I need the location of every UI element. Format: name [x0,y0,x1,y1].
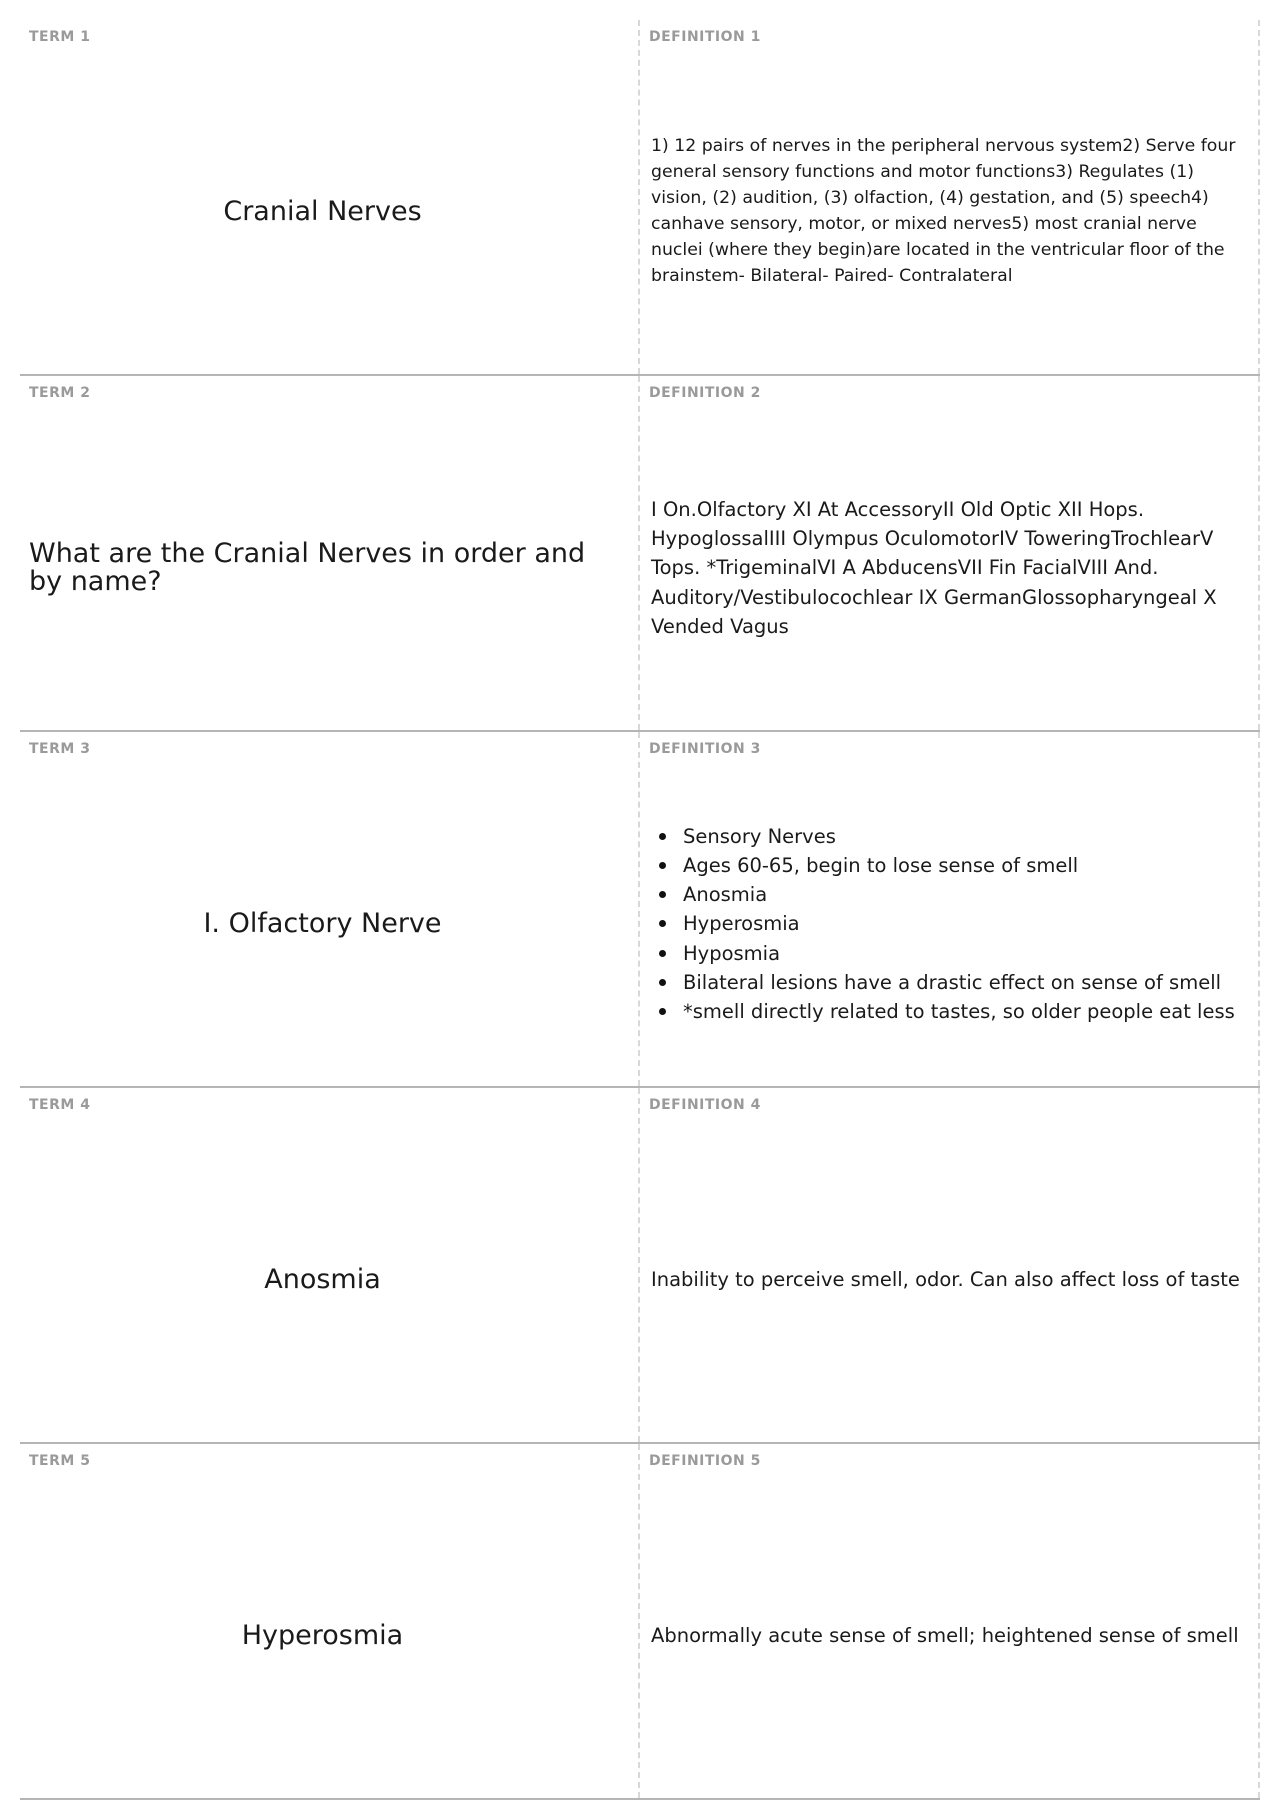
term-text: What are the Cranial Nerves in order and by name? [29,537,586,597]
definition-cell-3 [640,732,1260,1086]
term-text: Cranial Nerves [223,195,422,227]
definition-label: DEFINITION 4 [649,1097,761,1113]
flashcard-row-1 [20,20,1260,376]
list-item: Anosmia [651,880,1235,909]
definition-list-container [651,762,1248,1086]
term-label: TERM 2 [29,385,91,401]
flashcard-sheet [20,20,1260,1800]
list-item: Hyperosmia [651,909,1235,938]
flashcard-row-2 [20,376,1260,732]
definition-text: I On.Olfactory XI At AccessoryII Old Optic XII Hops. HypoglossalIII Olympus OculomotorIV ToweringTrochlearV Tops. *TrigeminalVI A AbducensVII Fin FacialVIII And. Auditory/Vestibulocochlear IX GermanGlossopharyngeal X Vended Vagus [651,497,1217,638]
term-cell-3 [20,732,640,1086]
flashcard-row-3 [20,732,1260,1088]
list-item: Sensory Nerves [651,822,1235,851]
definition-bullet-list [651,822,1235,1027]
term-cell-1 [20,20,640,374]
term-label: TERM 4 [29,1097,91,1113]
definition-label: DEFINITION 1 [649,29,761,45]
term-label: TERM 1 [29,29,91,45]
term-text: Anosmia [264,1263,381,1295]
term-label: TERM 3 [29,741,91,757]
flashcard-row-4 [20,1088,1260,1444]
term-cell-5 [20,1444,640,1798]
list-item: Ages 60-65, begin to lose sense of smell [651,851,1235,880]
definition-text: Abnormally acute sense of smell; heightened sense of smell [651,1623,1239,1647]
definition-label: DEFINITION 5 [649,1453,761,1469]
flashcard-row-5 [20,1444,1260,1800]
list-item: *smell directly related to tastes, so older people eat less [651,997,1235,1026]
term-text: Hyperosmia [241,1619,404,1651]
definition-cell-4 [640,1088,1260,1442]
definition-label: DEFINITION 3 [649,741,761,757]
definition-label: DEFINITION 2 [649,385,761,401]
definition-cell-1 [640,20,1260,374]
term-label: TERM 5 [29,1453,91,1469]
term-cell-2 [20,376,640,730]
list-item: Bilateral lesions have a drastic effect on sense of smell [651,968,1235,997]
definition-cell-5 [640,1444,1260,1798]
definition-cell-2 [640,376,1260,730]
term-text: I. Olfactory Nerve [203,907,442,939]
term-cell-4 [20,1088,640,1442]
definition-text: 1) 12 pairs of nerves in the peripheral nervous system2) Serve four general sensory functions and motor functions3) Regulates (1) vision, (2) audition, (3) olfaction, (4) gestation, and (5) speech4) canhave sensory, motor, or mixed nerves5) most cranial nerve nuclei (where they begin)are located in the ventricular floor of the brainstem- Bilateral- Paired- Contralateral [651,136,1236,286]
list-item: Hyposmia [651,939,1235,968]
definition-text: Inability to perceive smell, odor. Can also affect loss of taste [651,1267,1240,1291]
